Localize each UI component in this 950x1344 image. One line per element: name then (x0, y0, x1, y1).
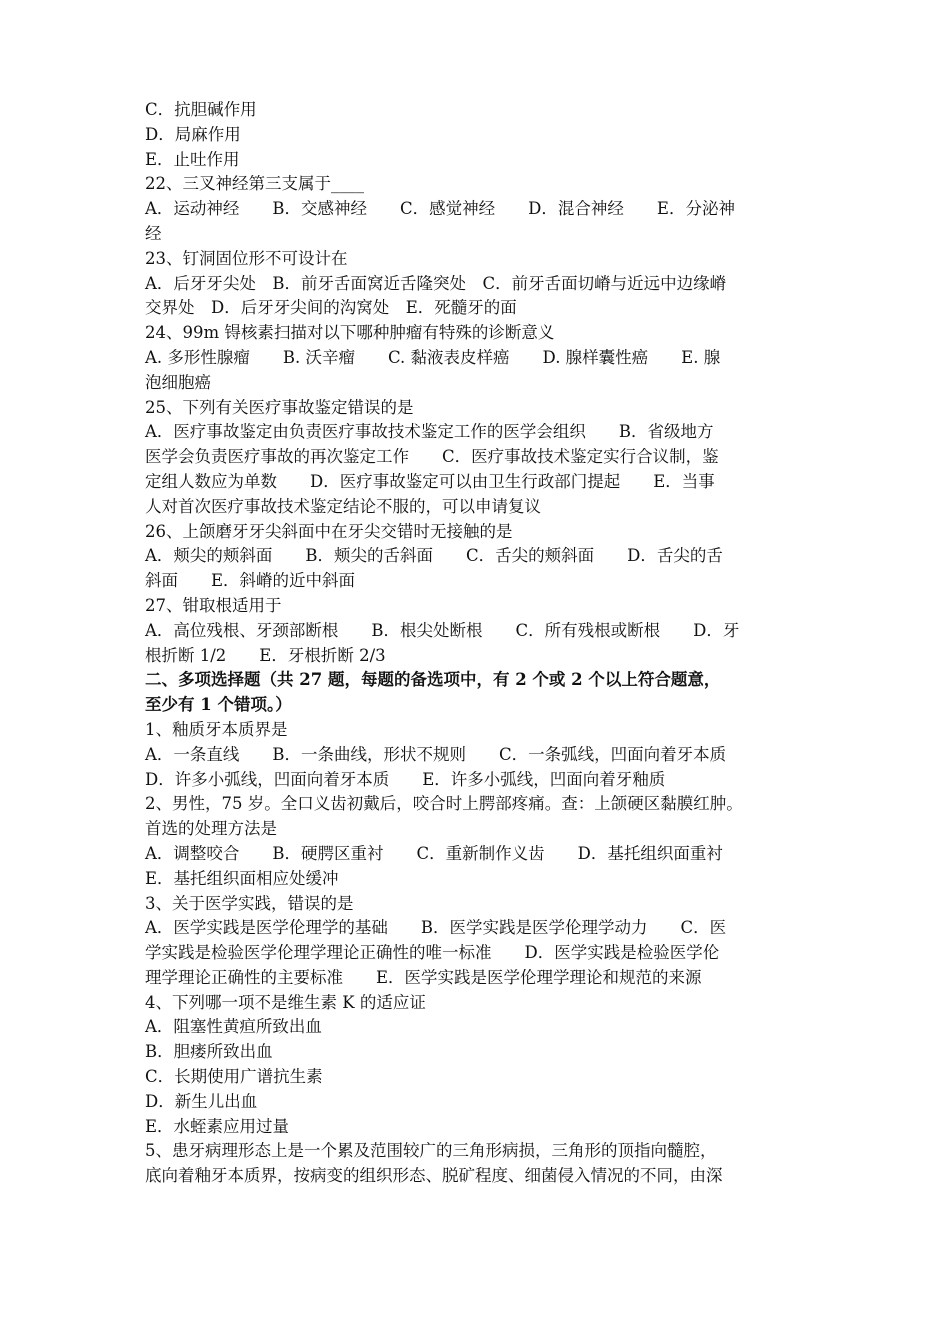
question-26-title: 26、上颌磨牙牙尖斜面中在牙尖交错时无接触的是 (145, 521, 513, 541)
question-24-options-cont: 泡细胞癌 (145, 372, 211, 392)
question-2-title-cont: 首选的处理方法是 (145, 819, 277, 839)
question-1-options: A．一条直线 B．一条曲线，形状不规则 C．一条弧线，凹面向着牙本质 (145, 744, 727, 764)
question-24-options: A. 多形性腺瘤 B. 沃辛瘤 C. 黏液表皮样癌 D. 腺样囊性癌 E. 腺 (145, 347, 721, 367)
question-24-title: 24、99m 锝核素扫描对以下哪种肿瘤有特殊的诊断意义 (145, 323, 555, 343)
section-heading-cont: 至少有 1 个错项。） (145, 695, 292, 715)
question-25-options-cont: 医学会负责医疗事故的再次鉴定工作 C．医疗事故技术鉴定实行合议制，鉴 (145, 447, 719, 467)
question-3-title: 3、关于医学实践，错误的是 (145, 893, 354, 913)
question-4-option-e: E．水蛭素应用过量 (145, 1116, 290, 1136)
question-4-option-c: C．长期使用广谱抗生素 (145, 1067, 323, 1087)
question-27-options-cont: 根折断 1/2 E．牙根折断 2/3 (145, 645, 386, 665)
question-22-options: A．运动神经 B．交感神经 C．感觉神经 D．混合神经 E．分泌神 (145, 199, 735, 219)
question-5-title: 5、患牙病理形态上是一个累及范围较广的三角形病损，三角形的顶指向髓腔， (145, 1141, 717, 1161)
question-4-option-a: A．阻塞性黄疸所致出血 (145, 1017, 322, 1037)
question-4-option-b: B．胆瘘所致出血 (145, 1042, 273, 1062)
question-3-options-cont: 理学理论正确性的主要标准 E．医学实践是医学伦理学理论和规范的来源 (145, 967, 702, 987)
question-26-options: A．颊尖的颊斜面 B．颊尖的舌斜面 C．舌尖的颊斜面 D．舌尖的舌 (145, 546, 723, 566)
question-23-options: A．后牙牙尖处 B．前牙舌面窝近舌隆突处 C．前牙舌面切嵴与近远中边缘嵴 (145, 273, 727, 293)
question-2-options: A．调整咬合 B．硬腭区重衬 C．重新制作义齿 D．基托组织面重衬 (145, 843, 723, 863)
question-22-title: 22、三叉神经第三支属于____ (145, 174, 364, 194)
question-5-title-cont: 底向着釉牙本质界，按病变的组织形态、脱矿程度、细菌侵入情况的不同，由深 (145, 1166, 723, 1186)
question-2-title: 2、男性，75 岁。全口义齿初戴后，咬合时上腭部疼痛。查：上颌硬区黏膜红肿。 (145, 794, 743, 814)
question-25-options-cont: 定组人数应为单数 D．医疗事故鉴定可以由卫生行政部门提起 E．当事 (145, 471, 715, 491)
text-line: E．止吐作用 (145, 149, 240, 169)
question-1-title: 1、釉质牙本质界是 (145, 719, 288, 739)
question-3-options-cont: 学实践是检验医学伦理学理论正确性的唯一标准 D．医学实践是检验医学伦 (145, 943, 720, 963)
question-2-options-cont: E．基托组织面相应处缓冲 (145, 868, 339, 888)
document-page (145, 98, 807, 1189)
question-27-title: 27、钳取根适用于 (145, 595, 282, 615)
question-1-options-cont: D．许多小弧线，凹面向着牙本质 E．许多小弧线，凹面向着牙釉质 (145, 769, 666, 789)
question-3-options: A．医学实践是医学伦理学的基础 B．医学实践是医学伦理学动力 C．医 (145, 918, 727, 938)
text-line: C．抗胆碱作用 (145, 100, 257, 119)
question-25-options: A．医疗事故鉴定由负责医疗事故技术鉴定工作的医学会组织 B．省级地方 (145, 422, 714, 442)
question-4-option-d: D．新生儿出血 (145, 1091, 258, 1111)
question-23-options-cont: 交界处 D．后牙牙尖间的沟窝处 E．死髓牙的面 (145, 298, 517, 318)
question-22-options-cont: 经 (145, 223, 162, 243)
question-4-title: 4、下列哪一项不是维生素 K 的适应证 (145, 992, 426, 1012)
question-25-options-cont: 人对首次医疗事故技术鉴定结论不服的，可以申请复议 (145, 496, 541, 516)
section-heading: 二、多项选择题（共 27 题，每题的备选项中，有 2 个或 2 个以上符合题意， (145, 670, 721, 690)
text-line: D．局麻作用 (145, 124, 241, 144)
question-26-options-cont: 斜面 E．斜嵴的近中斜面 (145, 571, 356, 591)
question-23-title: 23、钉洞固位形不可设计在 (145, 248, 348, 268)
question-27-options: A．高位残根、牙颈部断根 B．根尖处断根 C．所有残根或断根 D．牙 (145, 620, 740, 640)
question-25-title: 25、下列有关医疗事故鉴定错误的是 (145, 397, 414, 417)
